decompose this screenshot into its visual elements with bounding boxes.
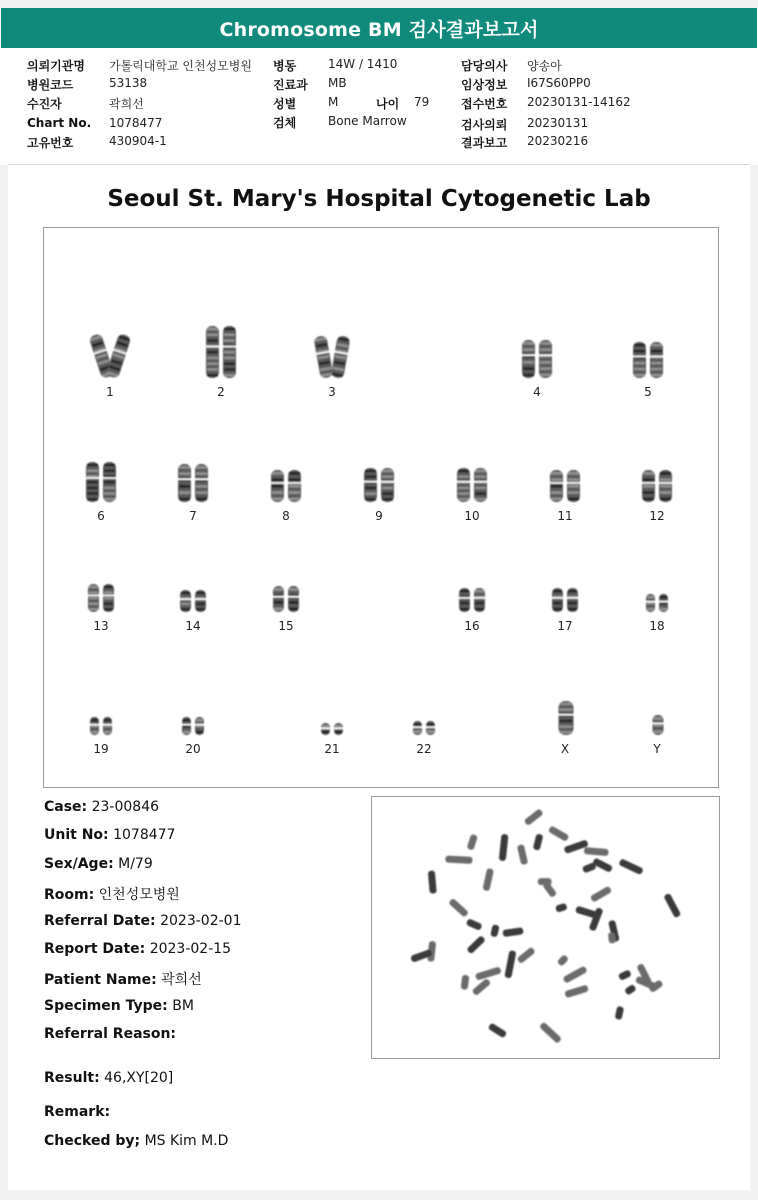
request-label: 검사의뢰 — [461, 118, 508, 132]
chromosome-label-X: X — [560, 742, 570, 756]
receipt-label: 접수번호 — [461, 97, 508, 111]
patient-value: 곽희선 — [109, 97, 144, 111]
chromosome-14-a — [180, 590, 192, 612]
clinical-label: 임상정보 — [461, 78, 508, 92]
unit-field — [44, 827, 175, 843]
chromosome-label-8: 8 — [282, 509, 290, 523]
chromosome-label-11: 11 — [557, 509, 573, 523]
metaphase-chromosome — [466, 918, 483, 931]
result-date-label: 결과보고 — [461, 136, 508, 150]
metaphase-chromosome — [428, 870, 437, 893]
sexage-field — [44, 856, 153, 872]
metaphase-chromosome — [624, 984, 637, 996]
unique-no-label: 고유번호 — [27, 136, 74, 150]
report-date-value: 2023-02-15 — [149, 941, 232, 957]
chromosome-label-20: 20 — [185, 742, 201, 756]
chromosome-label-6: 6 — [97, 509, 105, 523]
specimen-type-label: Specimen Type: — [44, 998, 168, 1014]
chromosome-18-b — [659, 594, 669, 612]
karyotype-image — [43, 227, 719, 788]
request-value: 20230131 — [527, 116, 589, 130]
sex-value: M — [328, 95, 339, 109]
chart-no-label: Chart No. — [27, 116, 92, 130]
chromosome-22-b — [426, 721, 436, 735]
doctor-value: 양송아 — [527, 59, 562, 73]
metaphase-chromosome — [524, 808, 544, 826]
age-label: 나이 — [376, 97, 400, 111]
chromosome-21-b — [334, 723, 344, 735]
chromosome-1-b — [105, 333, 132, 379]
metaphase-chromosome — [490, 924, 500, 937]
metaphase-chromosome — [615, 1006, 625, 1020]
ward-value: 14W / 1410 — [328, 57, 398, 71]
chromosome-label-14: 14 — [185, 619, 201, 633]
chromosome-label-21: 21 — [324, 742, 340, 756]
chromosome-14-b — [195, 590, 207, 612]
specimen-type-value: BM — [172, 998, 194, 1014]
result-value: 46,XY[20] — [104, 1070, 174, 1086]
doctor-label: 담당의사 — [461, 59, 508, 73]
institution-value: 가톨릭대학교 인천성모병원 — [109, 59, 252, 73]
clinical-value: I67S60PP0 — [527, 76, 591, 90]
room-label: Room: — [44, 887, 95, 903]
chromosome-8-a — [271, 470, 285, 502]
chromosome-11-b — [567, 470, 581, 502]
metaphase-chromosome — [448, 898, 469, 918]
metaphase-chromosome — [618, 858, 643, 875]
metaphase-chromosome — [584, 847, 609, 856]
chromosome-label-Y: Y — [653, 742, 661, 756]
chromosome-5-b — [650, 342, 664, 378]
chromosome-2-b — [223, 326, 237, 378]
referral-date-field — [44, 913, 241, 929]
metaphase-chromosome — [516, 947, 535, 965]
checked-field — [44, 1133, 228, 1149]
report-date-label: Report Date: — [44, 941, 146, 957]
sexage-value: M/79 — [118, 856, 153, 872]
hospital-code-value: 53138 — [109, 76, 148, 90]
chromosome-2-a — [206, 326, 220, 378]
room-value: 인천성모병원 — [98, 887, 180, 903]
metaphase-chromosome — [499, 834, 509, 861]
chromosome-22-a — [413, 721, 423, 735]
chromosome-label-1: 1 — [106, 385, 114, 399]
metaphase-chromosome — [564, 985, 589, 999]
chromosome-18-a — [646, 594, 656, 612]
specimen-type-field — [44, 998, 194, 1014]
chromosome-label-16: 16 — [464, 619, 480, 633]
chromosome-6-b — [103, 462, 117, 502]
left-gutter — [0, 165, 8, 1200]
chromosome-4-b — [539, 340, 553, 378]
metaphase-chromosome — [663, 893, 681, 919]
chromosome-7-b — [195, 464, 209, 502]
room-field — [44, 884, 180, 904]
chromosome-label-2: 2 — [217, 385, 225, 399]
bottom-gutter — [0, 1190, 758, 1200]
patient-name-value: 곽희선 — [161, 972, 202, 988]
metaphase-chromosome — [557, 954, 569, 967]
case-value: 23-00846 — [91, 799, 160, 815]
chromosome-10-a — [457, 468, 471, 502]
lab-title: Seoul St. Mary's Hospital Cytogenetic Lab — [107, 186, 651, 212]
referral-date-label: Referral Date: — [44, 913, 156, 929]
patient-info-grid — [0, 54, 758, 154]
checked-label: Checked by; — [44, 1133, 141, 1149]
chromosome-15-b — [288, 586, 300, 612]
chromosome-label-10: 10 — [464, 509, 480, 523]
result-field — [44, 1070, 173, 1086]
unit-label: Unit No: — [44, 827, 109, 843]
chromosome-19-a — [90, 717, 100, 735]
chromosome-label-7: 7 — [189, 509, 197, 523]
chromosome-4-a — [522, 340, 536, 378]
chromosome-13-a — [88, 584, 100, 612]
metaphase-chromosome — [504, 950, 516, 978]
case-field — [44, 799, 159, 815]
chromosome-15-a — [273, 586, 285, 612]
specimen-value: Bone Marrow — [328, 114, 407, 128]
chromosome-x — [558, 701, 574, 735]
metaphase-chromosome — [562, 966, 587, 984]
remark-field — [44, 1104, 110, 1120]
referral-reason-label: Referral Reason: — [44, 1026, 177, 1042]
right-gutter — [750, 165, 758, 1200]
metaphase-chromosome — [475, 966, 502, 980]
metaphase-figure — [372, 797, 721, 1060]
chromosome-13-b — [103, 584, 115, 612]
chromosome-12-b — [659, 470, 673, 502]
dept-value: MB — [328, 76, 347, 90]
chromosome-label-9: 9 — [375, 509, 383, 523]
metaphase-chromosome — [539, 1022, 562, 1044]
report-header — [1, 8, 757, 48]
sex-label: 성별 — [273, 97, 297, 111]
metaphase-chromosome — [517, 844, 528, 865]
hospital-code-label: 병원코드 — [27, 78, 74, 92]
dept-label: 진료과 — [273, 78, 308, 92]
metaphase-chromosome — [590, 886, 612, 903]
chromosome-20-b — [195, 717, 205, 735]
specimen-label: 검체 — [273, 116, 297, 130]
checked-value: MS Kim M.D — [144, 1133, 229, 1149]
metaphase-chromosome — [461, 975, 470, 990]
header-divider — [8, 164, 750, 165]
chromosome-19-b — [103, 717, 113, 735]
chromosome-label-13: 13 — [93, 619, 109, 633]
remark-label: Remark: — [44, 1104, 111, 1120]
institution-label: 의뢰기관명 — [27, 59, 85, 73]
ward-label: 병동 — [273, 59, 297, 73]
receipt-value: 20230131-14162 — [527, 95, 631, 109]
chromosome-9-a — [364, 468, 378, 502]
chromosome-y — [652, 715, 664, 735]
chromosome-label-3: 3 — [328, 385, 336, 399]
referral-reason-field — [44, 1026, 176, 1042]
result-date-value: 20230216 — [527, 134, 589, 148]
metaphase-chromosome — [482, 868, 493, 891]
metaphase-chromosome — [445, 856, 472, 864]
metaphase-chromosome — [472, 978, 492, 996]
metaphase-chromosome — [548, 825, 570, 841]
chromosome-17-b — [567, 588, 579, 612]
sexage-label: Sex/Age: — [44, 856, 114, 872]
patient-name-label: Patient Name: — [44, 972, 157, 988]
metaphase-chromosome — [582, 862, 597, 873]
chromosome-16-a — [459, 588, 471, 612]
chromosome-3-a — [313, 335, 334, 379]
case-label: Case: — [44, 799, 88, 815]
patient-name-field — [44, 969, 202, 989]
top-strip — [0, 0, 758, 8]
chromosome-7-a — [178, 464, 192, 502]
chromosome-17-a — [552, 588, 564, 612]
metaphase-chromosome — [466, 935, 486, 954]
metaphase-chromosome — [502, 927, 523, 937]
metaphase-chromosome — [538, 878, 552, 885]
unique-no-value: 430904-1 — [109, 134, 167, 148]
metaphase-chromosome — [555, 903, 568, 913]
karyotype-figure — [44, 228, 720, 789]
chart-no-value: 1078477 — [109, 116, 163, 130]
chromosome-label-17: 17 — [557, 619, 573, 633]
chromosome-20-a — [182, 717, 192, 735]
chromosome-12-a — [642, 470, 656, 502]
chromosome-21-a — [321, 723, 331, 735]
chromosome-label-22: 22 — [416, 742, 432, 756]
chromosome-label-5: 5 — [644, 385, 652, 399]
chromosome-9-b — [381, 468, 395, 502]
chromosome-label-12: 12 — [649, 509, 665, 523]
unit-value: 1078477 — [113, 827, 176, 843]
metaphase-chromosome — [533, 833, 544, 850]
chromosome-16-b — [474, 588, 486, 612]
chromosome-label-19: 19 — [93, 742, 109, 756]
referral-date-value: 2023-02-01 — [160, 913, 242, 929]
chromosome-8-b — [288, 470, 302, 502]
metaphase-chromosome — [618, 969, 632, 981]
metaphase-image — [371, 796, 720, 1059]
report-date-field — [44, 941, 231, 957]
chromosome-label-15: 15 — [278, 619, 294, 633]
patient-label: 수진자 — [27, 97, 62, 111]
age-value: 79 — [414, 95, 430, 109]
chromosome-3-b — [330, 335, 351, 379]
chromosome-11-a — [550, 470, 564, 502]
result-label: Result: — [44, 1070, 100, 1086]
chromosome-6-a — [86, 462, 100, 502]
chromosome-label-18: 18 — [649, 619, 665, 633]
report-header-title: Chromosome BM 검사결과보고서 — [219, 18, 539, 41]
metaphase-chromosome — [488, 1023, 508, 1039]
chromosome-10-b — [474, 468, 488, 502]
metaphase-chromosome — [467, 834, 478, 851]
chromosome-5-a — [633, 342, 647, 378]
chromosome-label-4: 4 — [533, 385, 541, 399]
